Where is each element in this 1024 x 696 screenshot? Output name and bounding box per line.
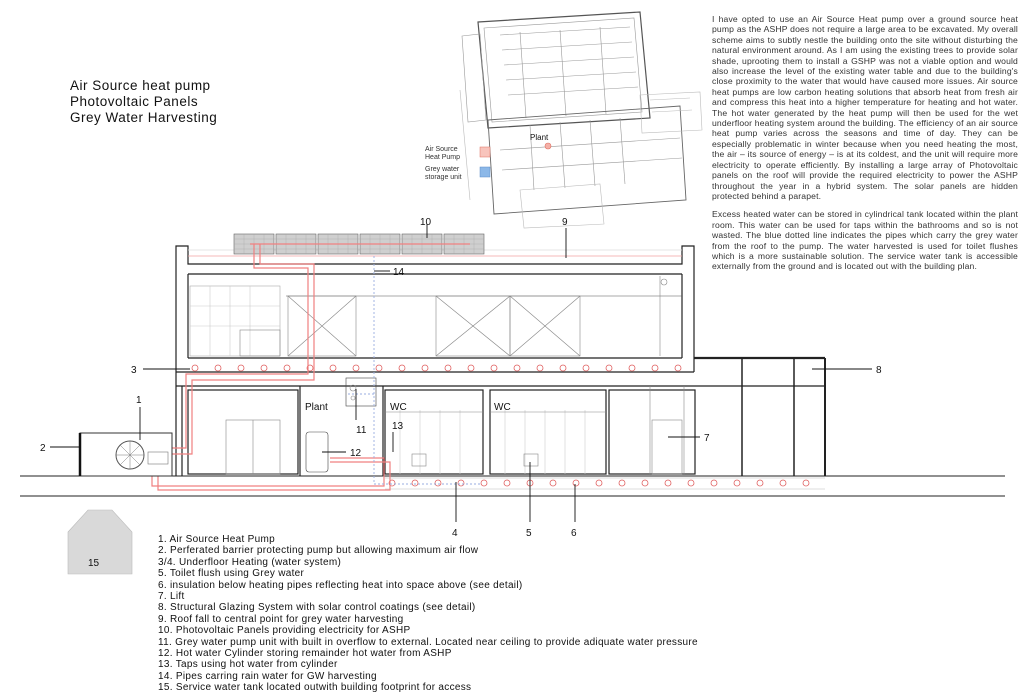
callout-1: 1 [136,395,142,406]
floor-plan [460,12,702,228]
room-label-wc: WC [494,402,511,413]
legend-item: 8. Structural Glazing System with solar control coatings (see detail) [158,602,476,614]
ground-floor-interior [226,378,684,476]
legend-item: 2. Perferated barrier protecting pump but allowing maximum air flow [158,545,479,557]
callout-14: 14 [393,267,405,278]
legend-item: 3/4. Underfloor Heating (water system) [158,556,342,568]
legend-item: 12. Hot water Cylinder storing remainder hot water from ASHP [158,648,452,660]
callout-11: 11 [356,425,367,436]
description-paragraph: I have opted to use an Air Source Heat pump over a ground source heat pump as the ASHP does not require a large area to be excavated. My overall scheme aims to subtly nestle the building onto the site without disturbing the natural environment around. As I am using the existing trees to provide solar shade, uprooting them to install a GSHP was not a viable option and would also increase the level of the existing water table and due to the building's close proximity to the water that would have caused more issues. Air source heat pumps are low carbon heating solutions that absorb heat from fresh air and compress this heat into a higher temperature for heating and hot water. The hot water generated by the heat pump will then be used for the wet underfloor heating system around the building. The efficiency of an air source heat pump varies across the seasons and time of day. They can be especially problematic in winter because when you need heating the most, the air – its source of energy – is at its coldest, and the unit will require more electricity to operate efficiently. By installing a large array of Photovoltaic panels on the roof will provide the required electricity to power the ASHP throughout the year in a hybrid system. The solar panels are hidden protected behind a parapet. [712,14,1018,201]
key-grey-label: Grey water [425,166,460,173]
callout-2: 2 [40,443,46,454]
ashp-fan-blades [116,441,144,469]
legend-item: 10. Photovoltaic Panels providing electricity for ASHP [158,625,411,637]
plan-room-label: Plant [530,133,549,142]
grey-water-pipes [346,256,482,484]
callout-leaders [50,224,872,522]
callout-12: 12 [350,448,362,459]
callout-6: 6 [571,528,577,539]
callout-9: 9 [562,217,568,228]
legend-item: 6. insulation below heating pipes reflecting heat into space above (see detail) [158,579,523,591]
title-line: Grey Water Harvesting [70,110,218,125]
title-line: Air Source heat pump [70,78,211,93]
legend-item: 1. Air Source Heat Pump [158,534,275,545]
key-ashp-label: Air Source [425,146,458,153]
legend-item: 5. Toilet flush using Grey water [158,568,305,580]
key-ashp-label: Heat Pump [425,154,461,161]
legend-list [158,534,698,694]
service-water-tank [68,510,132,574]
callout-5: 5 [526,528,532,539]
legend-item: 14. Pipes carring rain water for GW harvesting [158,670,377,682]
callout-4: 4 [452,528,458,539]
title-line: Photovoltaic Panels [70,94,199,109]
callout-7: 7 [704,433,710,444]
legend-item: 13. Taps using hot water from cylinder [158,659,338,671]
key-grey-label: storage unit [425,174,462,181]
room-label-plant: Plant [305,402,328,413]
callout-3: 3 [131,365,137,376]
callout-15: 15 [88,558,100,569]
callout-10: 10 [420,217,432,228]
legend-item: 9. Roof fall to central point for grey water harvesting [158,613,404,625]
callout-13: 13 [392,421,404,432]
legend-item: 15. Service water tank located outwith building footprint for access [158,682,472,694]
callout-8: 8 [876,365,882,376]
legend-item: 11. Grey water pump unit with built in overflow to external. Located near ceiling to provide adiquate water pressure [158,636,698,648]
ashp-unit [80,433,172,476]
underfloor-pipes [192,365,809,486]
room-label-wc: WC [390,402,407,413]
building-shell [176,246,825,476]
upper-floor-interior [190,276,682,356]
legend-item: 7. Lift [158,591,185,603]
key-grey-swatch [480,167,490,177]
key-ashp-swatch [480,147,490,157]
plan-ashp-marker [545,143,551,149]
description-paragraph: Excess heated water can be stored in cylindrical tank located within the plant room. This water can be used for taps within the bathrooms and so is not wasted. The blue dotted line indicates the pipes which carry the grey water from the roof to the pump. The water harvested is used for toilet flushes which is a more sustainable solution. The service water tank is accessible externally from the ground and is located out with the building plan. [712,209,1018,272]
